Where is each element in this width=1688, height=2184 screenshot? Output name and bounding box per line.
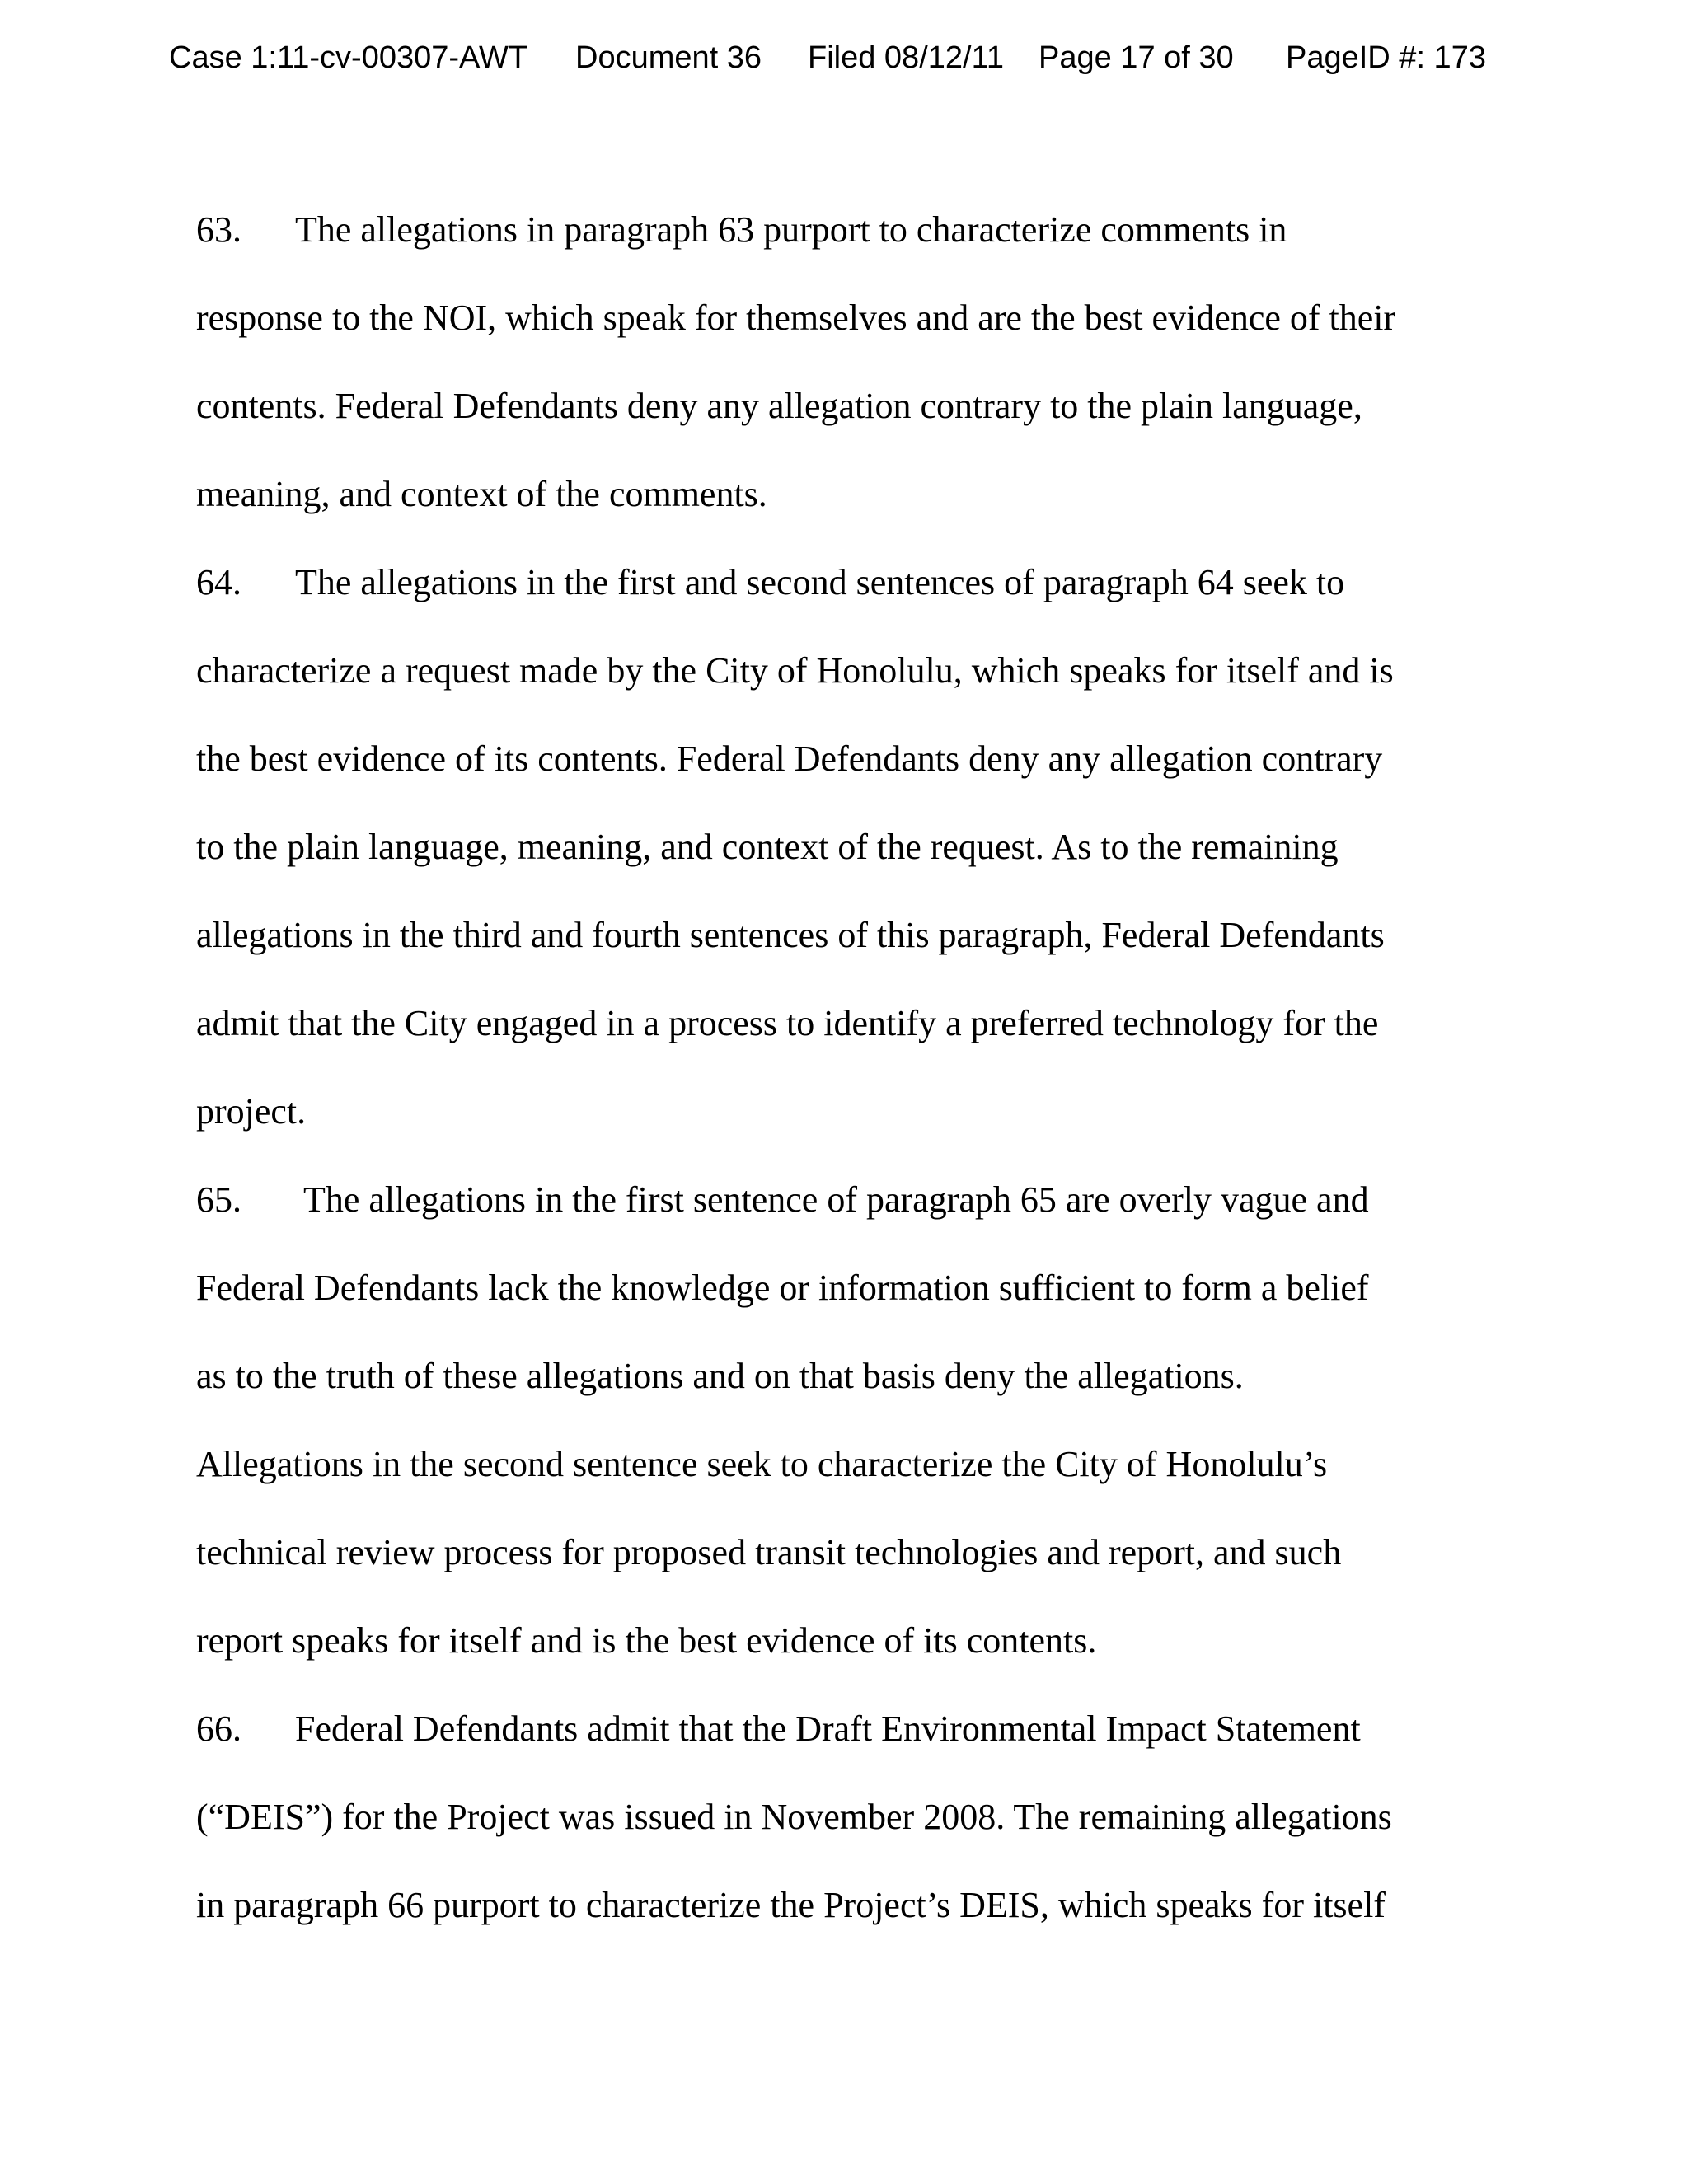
text-line: 65. The allegations in the first sentence of paragraph 65 are overly vague and: [196, 1155, 1498, 1244]
paragraph-number: 65.: [196, 1179, 241, 1220]
text-line: the best evidence of its contents. Federal Defendants deny any allegation contrary: [196, 738, 1383, 779]
paragraph-number: 64.: [196, 562, 241, 602]
paragraph-65: [196, 1155, 1498, 1685]
text-line: contents. Federal Defendants deny any allegation contrary to the plain language,: [196, 386, 1362, 426]
paragraph-63: [196, 185, 1498, 538]
text-line: allegations in the third and fourth sentences of this paragraph, Federal Defendants: [196, 915, 1385, 955]
case-number: Case 1:11-cv-00307-AWT: [169, 40, 528, 75]
text-line: 64. The allegations in the first and second sentences of paragraph 64 seek to: [196, 538, 1498, 626]
court-filing-header: [169, 33, 1521, 82]
page-number: Page 17 of 30: [1039, 40, 1234, 75]
text-line: response to the NOI, which speak for themselves and are the best evidence of their: [196, 298, 1396, 338]
text-line: in paragraph 66 purport to characterize the Project’s DEIS, which speaks for itself: [196, 1885, 1386, 1925]
text-line: 63. The allegations in paragraph 63 purport to characterize comments in: [196, 185, 1498, 274]
filed-date: Filed 08/12/11: [808, 40, 1005, 75]
text-line: admit that the City engaged in a process to identify a preferred technology for the: [196, 1003, 1379, 1043]
paragraph-66: [196, 1685, 1498, 1949]
text-line: as to the truth of these allegations and on that basis deny the allegations.: [196, 1356, 1244, 1396]
text-line: meaning, and context of the comments.: [196, 474, 767, 514]
text-line: 66. Federal Defendants admit that the Draft Environmental Impact Statement: [196, 1685, 1498, 1773]
paragraph-number: 63.: [196, 209, 241, 250]
text-line: project.: [196, 1091, 307, 1132]
paragraph-64: [196, 538, 1498, 1155]
paragraph-number: 66.: [196, 1708, 241, 1749]
text-line: characterize a request made by the City of Honolulu, which speaks for itself and is: [196, 650, 1394, 691]
text-line: Federal Defendants lack the knowledge or information sufficient to form a belief: [196, 1268, 1369, 1308]
text-line: report speaks for itself and is the best evidence of its contents.: [196, 1620, 1097, 1661]
document-number: Document 36: [575, 40, 762, 75]
page-id: PageID #: 173: [1286, 40, 1486, 75]
document-body: [196, 185, 1498, 1949]
text-line: Allegations in the second sentence seek to characterize the City of Honolulu’s: [196, 1444, 1328, 1484]
text-line: technical review process for proposed transit technologies and report, and such: [196, 1532, 1342, 1572]
text-line: to the plain language, meaning, and context of the request. As to the remaining: [196, 827, 1339, 867]
text-line: (“DEIS”) for the Project was issued in November 2008. The remaining allegations: [196, 1797, 1392, 1837]
